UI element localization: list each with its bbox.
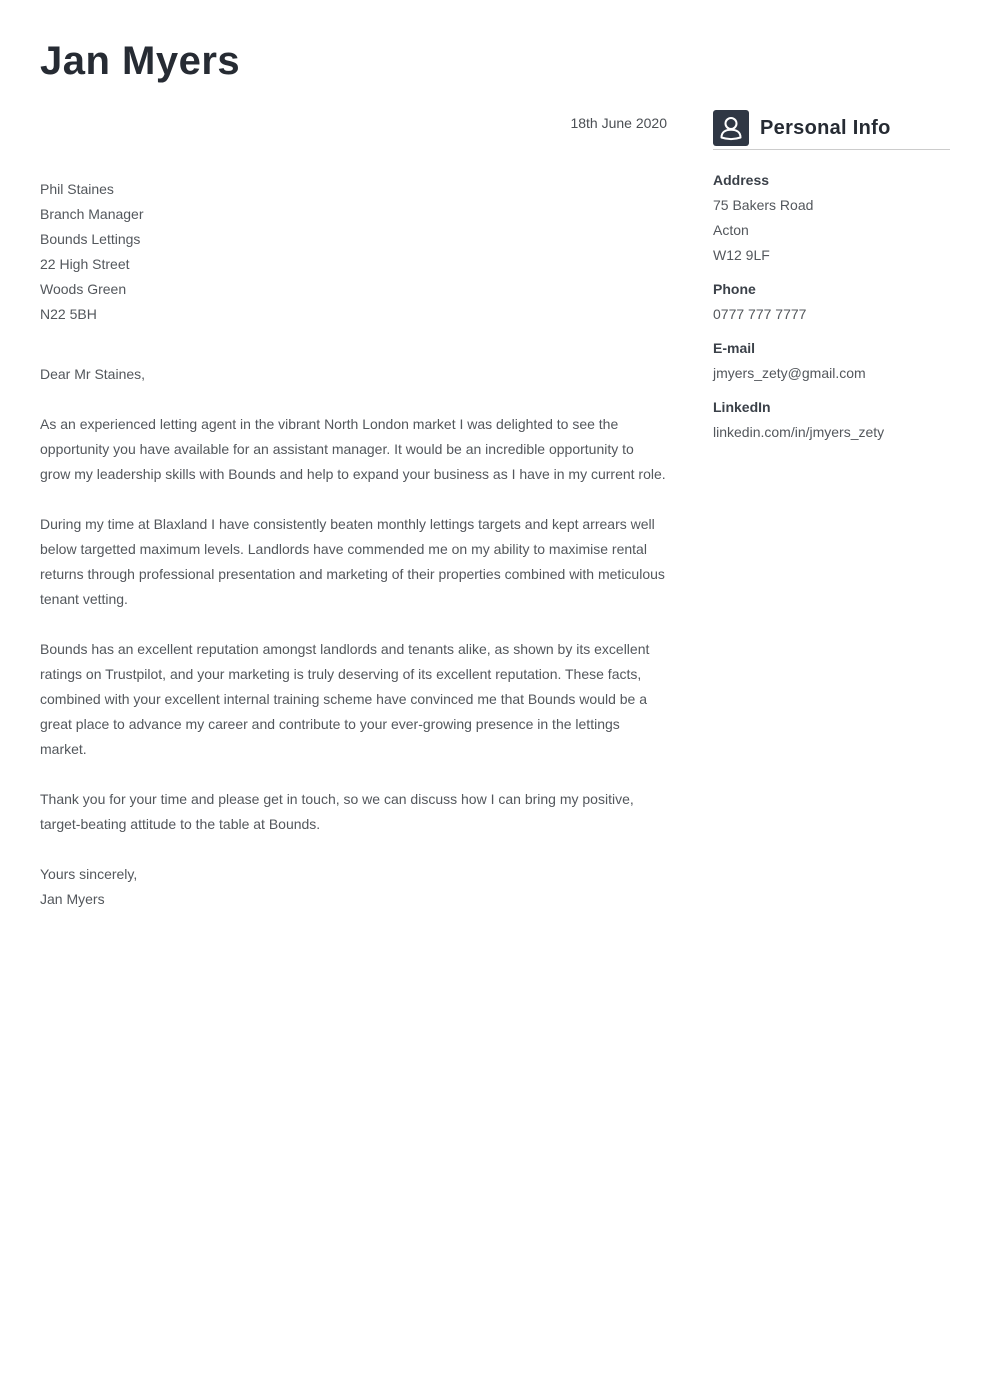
closing-phrase: Yours sincerely, bbox=[40, 866, 138, 882]
section-label: LinkedIn bbox=[713, 399, 771, 415]
recipient-line: 22 High Street bbox=[40, 256, 130, 272]
letter-date: 18th June 2020 bbox=[570, 115, 667, 131]
sidebar-section-phone bbox=[713, 277, 950, 327]
recipient-line: Bounds Lettings bbox=[40, 231, 141, 247]
recipient-line: Woods Green bbox=[40, 281, 127, 297]
address-line: Acton bbox=[713, 222, 749, 238]
section-label: Phone bbox=[713, 281, 756, 297]
section-label: Address bbox=[713, 172, 770, 188]
salutation: Dear Mr Staines, bbox=[40, 366, 146, 382]
sidebar-section-address bbox=[713, 168, 950, 268]
letter-paragraph: As an experienced letting agent in the vibrant North London market I was delighted to see the opportunity you have available for an assistant manager. It would be an incredible opportunity to grow my leadership skills with Bounds and help to expand your business as I have in my current role. bbox=[40, 416, 666, 482]
letter-body-column bbox=[40, 85, 667, 912]
phone-value: 0777 777 7777 bbox=[713, 306, 807, 322]
letter-paragraph: During my time at Blaxland I have consistently beaten monthly lettings targets and kept arrears well below targetted maximum levels. Landlords have commended me on my ability to maximise rental returns through professional presentation and marketing of their properties combined with meticulous tenant vetting. bbox=[40, 516, 665, 607]
personal-info-sidebar bbox=[713, 85, 950, 445]
address-line: W12 9LF bbox=[713, 247, 770, 263]
signature-name: Jan Myers bbox=[40, 891, 105, 907]
closing-block bbox=[40, 862, 667, 912]
recipient-line: Phil Staines bbox=[40, 181, 114, 197]
linkedin-value: linkedin.com/in/jmyers_zety bbox=[713, 424, 885, 440]
person-icon bbox=[713, 110, 749, 146]
recipient-line: Branch Manager bbox=[40, 206, 144, 222]
sidebar-header bbox=[713, 110, 950, 146]
applicant-name-heading: Jan Myers bbox=[40, 39, 241, 83]
content-row bbox=[40, 85, 950, 912]
recipient-address-block bbox=[40, 177, 667, 327]
recipient-line: N22 5BH bbox=[40, 306, 97, 322]
sidebar-title: Personal Info bbox=[760, 116, 891, 139]
sidebar-section-linkedin bbox=[713, 395, 950, 445]
sidebar-divider bbox=[713, 149, 950, 150]
email-value: jmyers_zety@gmail.com bbox=[713, 365, 866, 381]
address-line: 75 Bakers Road bbox=[713, 197, 814, 213]
sidebar-section-email bbox=[713, 336, 950, 386]
section-label: E-mail bbox=[713, 340, 756, 356]
letter-paragraph: Bounds has an excellent reputation amongst landlords and tenants alike, as shown by its excellent ratings on Trustpilot, and your marketing is truly deserving of its excellent reputation. These facts, combined with your excellent internal training scheme have convinced me that Bounds would be a great place to advance my career and contribute to your ever-growing presence in the lettings market. bbox=[40, 641, 650, 757]
letter-paragraph: Thank you for your time and please get in touch, so we can discuss how I can bring my positive, target-beating attitude to the table at Bounds. bbox=[40, 791, 634, 832]
